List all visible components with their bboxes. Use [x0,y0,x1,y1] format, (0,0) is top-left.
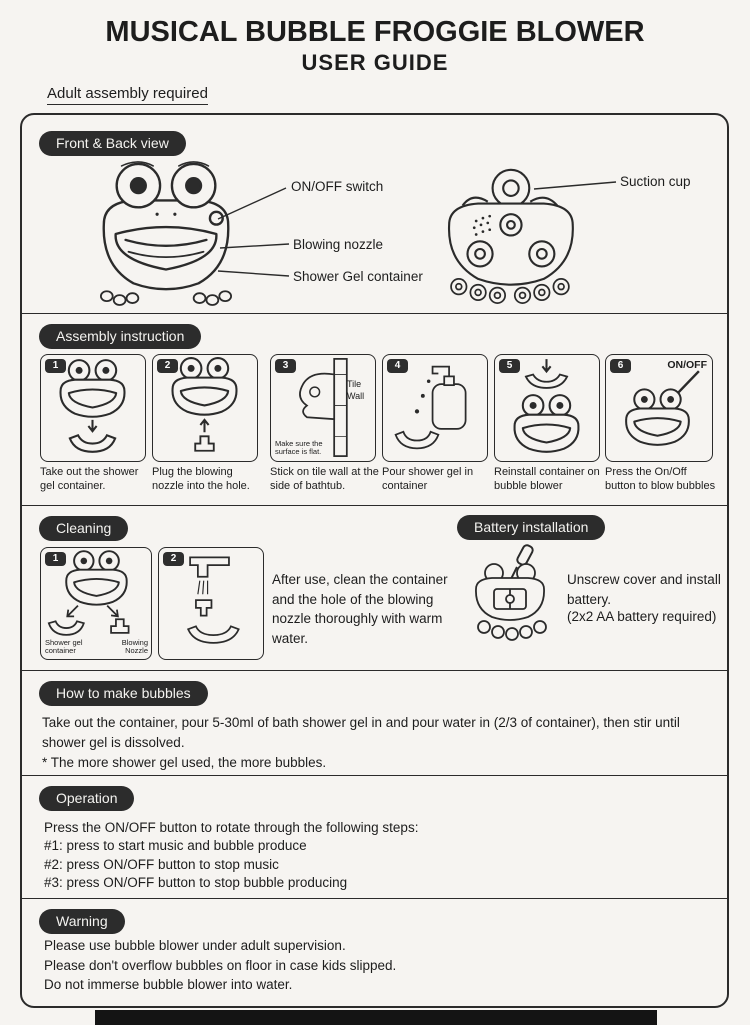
battery-illustration [464,543,564,661]
assembly-step-3-caption: Stick on tile wall at the side of bathtub. [270,466,379,493]
cleaning-header: Cleaning [39,516,128,541]
operation-step-2: #2: press ON/OFF button to stop music [44,856,279,872]
section-divider [22,898,727,899]
onoff-label: ON/OFF [667,359,707,371]
warning-item-1: Please use bubble blower under adult supervision. [44,938,346,953]
assembly-step-6-caption: Press the On/Off button to blow bubbles [605,466,716,493]
guide-frame [20,113,729,1008]
section-divider [22,505,727,506]
operation-header: Operation [39,786,134,811]
label-suction-cup: Suction cup [620,174,691,189]
assembly-step-4-box [382,354,488,462]
step-1-number: 1 [45,359,66,373]
assembly-step-2-box [152,354,258,462]
battery-text-line1: Unscrew cover and install battery. [567,572,721,607]
assembly-step-2-caption: Plug the blowing nozzle into the hole. [152,466,250,493]
assembly-step-1-box [40,354,146,462]
assembly-step-4-caption: Pour shower gel in container [382,466,474,493]
bubbles-note: * The more shower gel used, the more bubbles. [42,755,327,770]
battery-text-line2: (2x2 AA battery required) [567,609,717,624]
assembly-step-6-box [605,354,713,462]
flat-surface-note: Make sure the surface is flat. [275,438,323,457]
operation-intro: Press the ON/OFF button to rotate through the following steps: [44,820,419,835]
cleaning-step-1-box [40,547,152,660]
page-subtitle: USER GUIDE [301,50,449,75]
frog-front-illustration [82,159,250,307]
section-divider [22,313,727,314]
front-back-header: Front & Back view [39,131,186,156]
frog-back-illustration [420,165,598,305]
battery-header: Battery installation [457,515,605,540]
assembly-step-5-caption: Reinstall container on bubble blower [494,466,600,493]
step-3-number: 3 [275,359,296,373]
tile-wall-label-1: Tile [347,379,362,389]
bubbles-header: How to make bubbles [39,681,208,706]
operation-step-3: #3: press ON/OFF button to stop bubble producing [44,875,348,890]
tile-wall-label-2: Wall [347,391,365,401]
step-2-number: 2 [157,359,178,373]
label-onoff-switch: ON/OFF switch [291,179,384,194]
cleaning-step-2-box [158,547,264,660]
page-bottom-scan-bar [95,1010,657,1025]
cleaning-step-1-number: 1 [45,552,66,566]
cleaning-text: After use, clean the container and the hole of the blowing nozzle thoroughly with warm water. [272,572,448,646]
page-title: MUSICAL BUBBLE FROGGIE BLOWER [105,16,645,48]
bubbles-text: Take out the container, pour 5-30ml of bath shower gel in and pour water in (2/3 of container), then stir until shower gel is dissolved. [42,715,680,750]
operation-steps [44,837,644,893]
step-5-number: 5 [499,359,520,373]
label-blowing-nozzle: Blowing nozzle [293,237,384,252]
label-shower-gel-container: Shower Gel container [293,269,423,284]
cleaning-label-nozzle: Blowing Nozzle [121,637,148,656]
assembly-step-3-box [270,354,376,462]
warning-item-2: Please don't overflow bubbles on floor in case kids slipped. [44,958,397,973]
section-divider [22,775,727,776]
cleaning-label-container: Shower gel container [45,637,83,656]
adult-assembly-note: Adult assembly required [47,85,208,105]
operation-step-1: #1: press to start music and bubble produce [44,838,307,853]
cleaning-step-2-number: 2 [163,552,184,566]
assembly-step-5-box [494,354,600,462]
warning-header: Warning [39,909,125,934]
warning-item-3: Do not immerse bubble blower into water. [44,977,293,992]
assembly-header: Assembly instruction [39,324,201,349]
assembly-step-1-caption: Take out the shower gel container. [40,466,139,493]
step-6-number: 6 [610,359,631,373]
section-divider [22,670,727,671]
step-4-number: 4 [387,359,408,373]
